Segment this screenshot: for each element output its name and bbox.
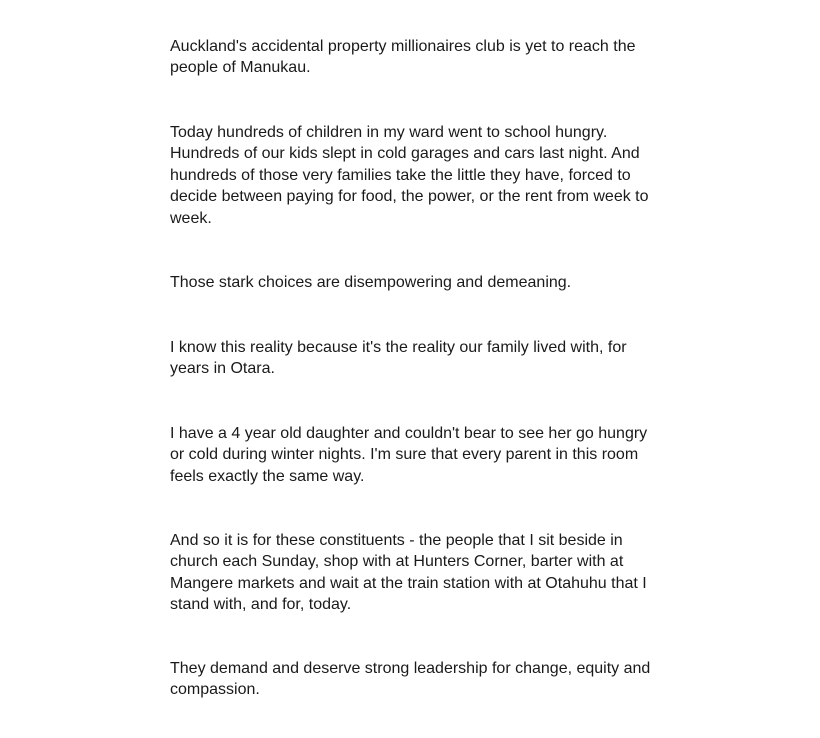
text-line: And so it is for these constituents - the people that I sit beside in: [170, 532, 623, 549]
paragraph: [170, 530, 647, 616]
paragraph: [170, 337, 627, 380]
text-line: I know this reality because it's the reality our family lived with, for: [170, 339, 627, 356]
text-line: decide between paying for food, the power, or the rent from week to: [170, 188, 649, 206]
text-line: They demand and deserve strong leadership for change, equity and: [170, 660, 651, 677]
text-line: stand with, and for, today.: [170, 596, 352, 614]
text-line: Auckland's accidental property millionaires club is yet to reach the: [170, 38, 636, 55]
text-line: I have a 4 year old daughter and couldn't bear to see her go hungry: [170, 425, 648, 442]
text-line: hundreds of those very families take the little they have, forced to: [170, 166, 631, 184]
text-line: people of Manukau.: [170, 59, 311, 77]
paragraph: [170, 36, 636, 79]
text-line: or cold during winter nights. I'm sure that every parent in this room: [170, 446, 639, 464]
text-line: Today hundreds of children in my ward went to school hungry.: [170, 124, 608, 141]
paragraph: [170, 423, 647, 487]
text-line: years in Otara.: [170, 360, 275, 378]
text-line: Those stark choices are disempowering and demeaning.: [170, 274, 572, 291]
text-line: Hundreds of our kids slept in cold garages and cars last night. And: [170, 145, 640, 163]
text-line: week.: [170, 209, 212, 227]
text-line: feels exactly the same way.: [170, 467, 365, 485]
text-line: compassion.: [170, 681, 260, 699]
paragraph: [170, 272, 571, 293]
text-line: Mangere markets and wait at the train station with at Otahuhu that I: [170, 574, 647, 592]
text-line: church each Sunday, shop with at Hunters Corner, barter with at: [170, 553, 624, 571]
paragraph: [170, 122, 649, 229]
paragraph: [170, 658, 650, 701]
